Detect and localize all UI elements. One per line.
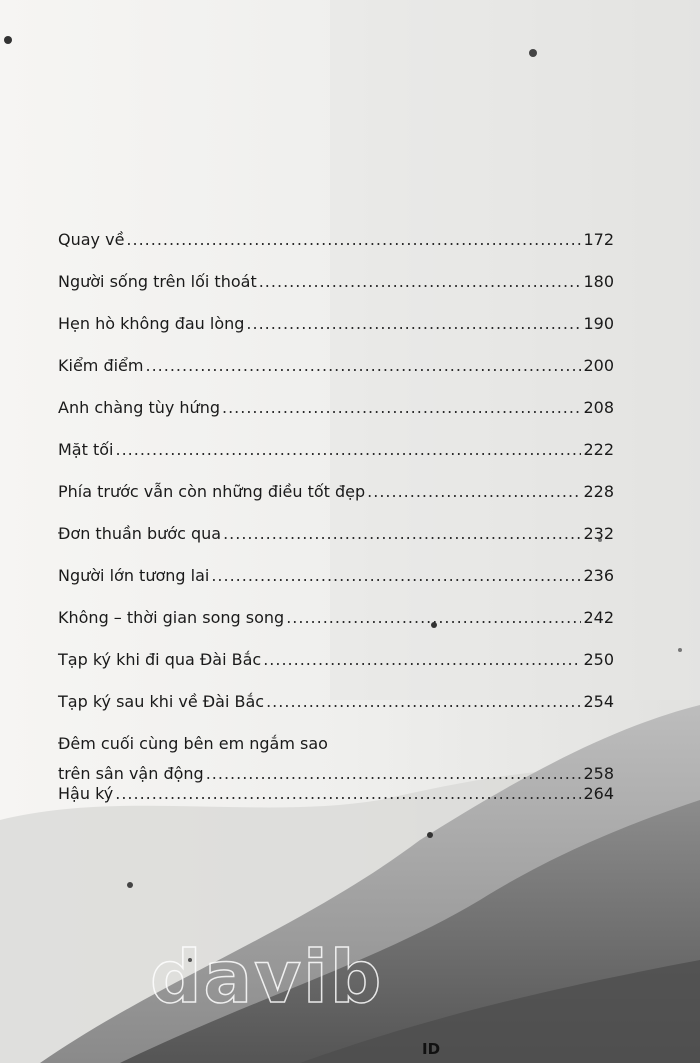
table-of-contents — [58, 228, 614, 824]
bottom-logo-mark: ID — [422, 1040, 441, 1058]
leader-dots — [266, 690, 581, 714]
toc-page-number: 228 — [583, 482, 614, 501]
leader-dots — [115, 438, 581, 462]
leader-dots — [126, 228, 581, 252]
brand-watermark: davib — [150, 935, 384, 1019]
toc-title: Hẹn hò không đau lòng — [58, 314, 245, 333]
toc-title-line2: trên sân vận động — [58, 764, 204, 783]
toc-entry[interactable] — [58, 438, 614, 480]
toc-page-number: 264 — [583, 784, 614, 803]
toc-page-number: 236 — [583, 566, 614, 585]
leader-dots — [223, 522, 581, 546]
leader-dots — [222, 396, 581, 420]
toc-entry[interactable] — [58, 312, 614, 354]
leader-dots — [263, 648, 581, 672]
toc-entry[interactable] — [58, 606, 614, 648]
toc-page-number: 258 — [583, 764, 614, 783]
toc-entry[interactable] — [58, 354, 614, 396]
toc-title: Mặt tối — [58, 440, 114, 459]
toc-page-number: 232 — [583, 524, 614, 543]
toc-title: Anh chàng tùy hứng — [58, 398, 220, 417]
leader-dots — [246, 312, 581, 336]
leader-dots — [286, 606, 581, 630]
toc-title: Người sống trên lối thoát — [58, 272, 257, 291]
toc-title: Quay về — [58, 230, 125, 249]
toc-page-number: 242 — [583, 608, 614, 627]
toc-title: Hậu ký — [58, 784, 114, 803]
toc-entry[interactable] — [58, 648, 614, 690]
leader-dots — [259, 270, 582, 294]
toc-page-number: 180 — [583, 272, 614, 291]
toc-entry[interactable] — [58, 270, 614, 312]
toc-title: Tạp ký khi đi qua Đài Bắc — [58, 650, 262, 669]
toc-page-number: 190 — [583, 314, 614, 333]
toc-title: Tạp ký sau khi về Đài Bắc — [58, 692, 265, 711]
toc-page-number: 250 — [583, 650, 614, 669]
leader-dots — [367, 480, 581, 504]
toc-title: Kiểm điểm — [58, 356, 144, 375]
toc-title: Đơn thuần bước qua — [58, 524, 222, 543]
leader-dots — [115, 782, 581, 806]
toc-entry[interactable] — [58, 228, 614, 270]
toc-entry[interactable] — [58, 690, 614, 732]
toc-entry[interactable] — [58, 522, 614, 564]
toc-title-line1: Đêm cuối cùng bên em ngắm sao — [58, 734, 328, 753]
leader-dots — [145, 354, 581, 378]
toc-title: Phía trước vẫn còn những điều tốt đẹp — [58, 482, 366, 501]
toc-page-number: 208 — [583, 398, 614, 417]
toc-title: Không – thời gian song song — [58, 608, 285, 627]
toc-entry[interactable] — [58, 564, 614, 606]
toc-page-number: 200 — [583, 356, 614, 375]
toc-entry[interactable] — [58, 480, 614, 522]
toc-entry[interactable] — [58, 782, 614, 824]
toc-page-number: 222 — [583, 440, 614, 459]
toc-title: Người lớn tương lai — [58, 566, 210, 585]
leader-dots — [211, 564, 581, 588]
toc-page-number: 254 — [583, 692, 614, 711]
toc-page-number: 172 — [583, 230, 614, 249]
toc-entry[interactable] — [58, 396, 614, 438]
